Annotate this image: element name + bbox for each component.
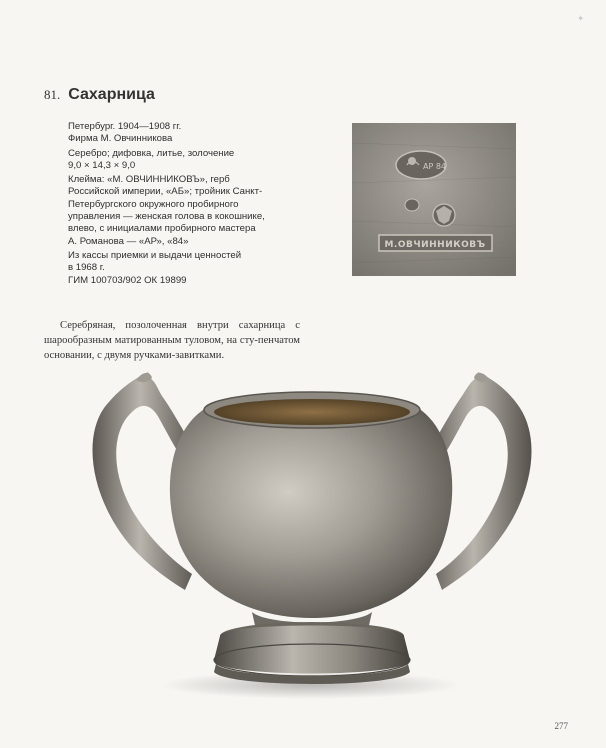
meta-line: Фирма М. Овчинникова: [68, 133, 173, 145]
meta-line: Серебро; дифовка, литье, золочение: [68, 147, 235, 159]
page-number: 277: [554, 721, 568, 731]
meta-line: управления — женская голова в кокошнике,: [68, 211, 265, 223]
meta-line: в 1968 г.: [68, 262, 105, 274]
entry-description: Серебряная, позолоченная внутри сахарница с шарообразным матированным туловом, на сту-пенчатом основании, с двумя ручками-завитками.: [44, 319, 300, 361]
maker-mark-text: М.ОВЧИННИКОВЪ: [384, 240, 486, 250]
meta-line: Петербург. 1904—1908 гг.: [68, 121, 182, 132]
meta-line: 9,0 × 14,3 × 9,0: [68, 159, 136, 171]
gilt-interior: [214, 399, 410, 425]
meta-line: Клейма: «М. ОВЧИННИКОВЪ», герб: [68, 174, 230, 186]
hallmark-image: [352, 123, 516, 276]
corner-mark-icon: ✦: [577, 14, 584, 23]
hallmark-photo: [352, 123, 516, 276]
sugar-bowl-photo: [0, 360, 606, 710]
assay-mark-text: АР 84: [423, 162, 447, 171]
meta-line: Из кассы приемки и выдачи ценностей: [68, 249, 242, 261]
meta-line: Петербургского окружного пробирного: [68, 198, 239, 210]
meta-line: ГИМ 100703/902 ОК 19899: [68, 274, 187, 286]
meta-line: влево, с инициалами пробирного мастера: [68, 223, 256, 235]
entry-metadata: [68, 121, 293, 287]
meta-line: А. Романова — «АР», «84»: [68, 235, 189, 247]
stepped-foot: [214, 626, 410, 674]
entry-heading: [44, 86, 155, 104]
entry-title: Сахарница: [68, 86, 155, 103]
meta-line: Российской империи, «АБ»; тройник Санкт-: [68, 186, 263, 198]
initials-mark-icon: [405, 199, 419, 211]
entry-number: 81.: [44, 87, 61, 102]
bowl-body: [170, 408, 452, 618]
